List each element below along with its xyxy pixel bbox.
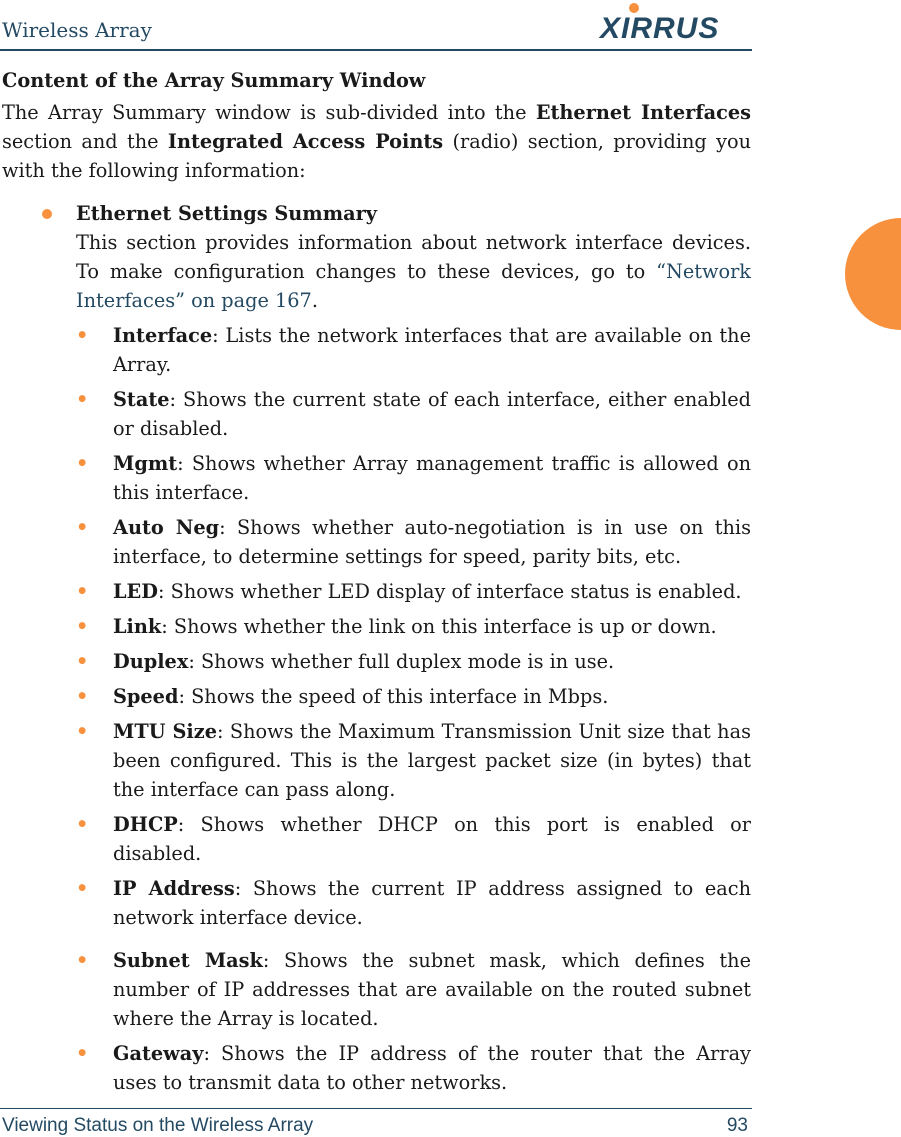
list-item: • Mgmt: Shows whether Array management traffic is allowed on this interface. [76, 449, 751, 507]
bullet-icon: • [76, 813, 89, 836]
bullet-icon: • [76, 615, 89, 638]
list-item: • Gateway: Shows the IP address of the router that the Array uses to transmit data to other networks. [76, 1039, 751, 1097]
bullet-icon: • [76, 452, 89, 475]
footer-rule [0, 1108, 752, 1109]
orange-bullet-icon [42, 209, 52, 219]
chapter-tab [845, 218, 901, 330]
bullet-icon: • [76, 580, 89, 603]
bullet-icon: • [76, 324, 89, 347]
section-description: This section provides information about network interface devices. To make configuration changes to these devices, go to “Network Interfaces” on page 167. [76, 231, 751, 312]
header-title: Wireless Array [2, 18, 152, 42]
list-item: • LED: Shows whether LED display of interface status is enabled. [76, 577, 751, 606]
list-item: • Subnet Mask: Shows the subnet mask, which defines the number of IP addresses that are available on the routed subnet where the Array is located. [76, 946, 751, 1033]
field-list [76, 321, 751, 1097]
bullet-icon: • [76, 685, 89, 708]
bullet-icon: • [76, 877, 89, 900]
list-item: • IP Address: Shows the current IP address assigned to each network interface device. [76, 874, 751, 932]
footer-chapter-title: Viewing Status on the Wireless Array [2, 1115, 314, 1136]
ethernet-settings-section [2, 199, 751, 1097]
svg-text:XIRRUS: XIRRUS [600, 12, 720, 42]
list-item: • Auto Neg: Shows whether auto-negotiation is in use on this interface, to determine settings for speed, parity bits, etc. [76, 513, 751, 571]
list-item: • Interface: Lists the network interfaces that are available on the Array. [76, 321, 751, 379]
bullet-icon: • [76, 949, 89, 972]
list-item: • Duplex: Shows whether full duplex mode is in use. [76, 647, 751, 676]
bullet-icon: • [76, 720, 89, 743]
list-item: • DHCP: Shows whether DHCP on this port is enabled or disabled. [76, 810, 751, 868]
bullet-icon: • [76, 650, 89, 673]
xirrus-logo [598, 2, 748, 42]
page-number: 93 [726, 1115, 748, 1136]
header-rule [0, 49, 752, 51]
list-item: • State: Shows the current state of each interface, either enabled or disabled. [76, 385, 751, 443]
section-title: Ethernet Settings Summary [76, 202, 377, 225]
section-heading: Content of the Array Summary Window [2, 69, 426, 92]
network-interfaces-link[interactable]: “Network Interfaces” on page 167 [76, 260, 751, 312]
intro-paragraph: The Array Summary window is sub-divided into the Ethernet Interfaces section and the Integrated Access Points (radio) section, providing you with the following information: [2, 101, 752, 182]
page-content [2, 66, 751, 1097]
list-item: • MTU Size: Shows the Maximum Transmission Unit size that has been configured. This is the largest packet size (in bytes) that the interface can pass along. [76, 717, 751, 804]
bullet-icon: • [76, 516, 89, 539]
list-item: • Link: Shows whether the link on this interface is up or down. [76, 612, 751, 641]
list-item: • Speed: Shows the speed of this interface in Mbps. [76, 682, 751, 711]
bullet-icon: • [76, 1042, 89, 1065]
bullet-icon: • [76, 388, 89, 411]
